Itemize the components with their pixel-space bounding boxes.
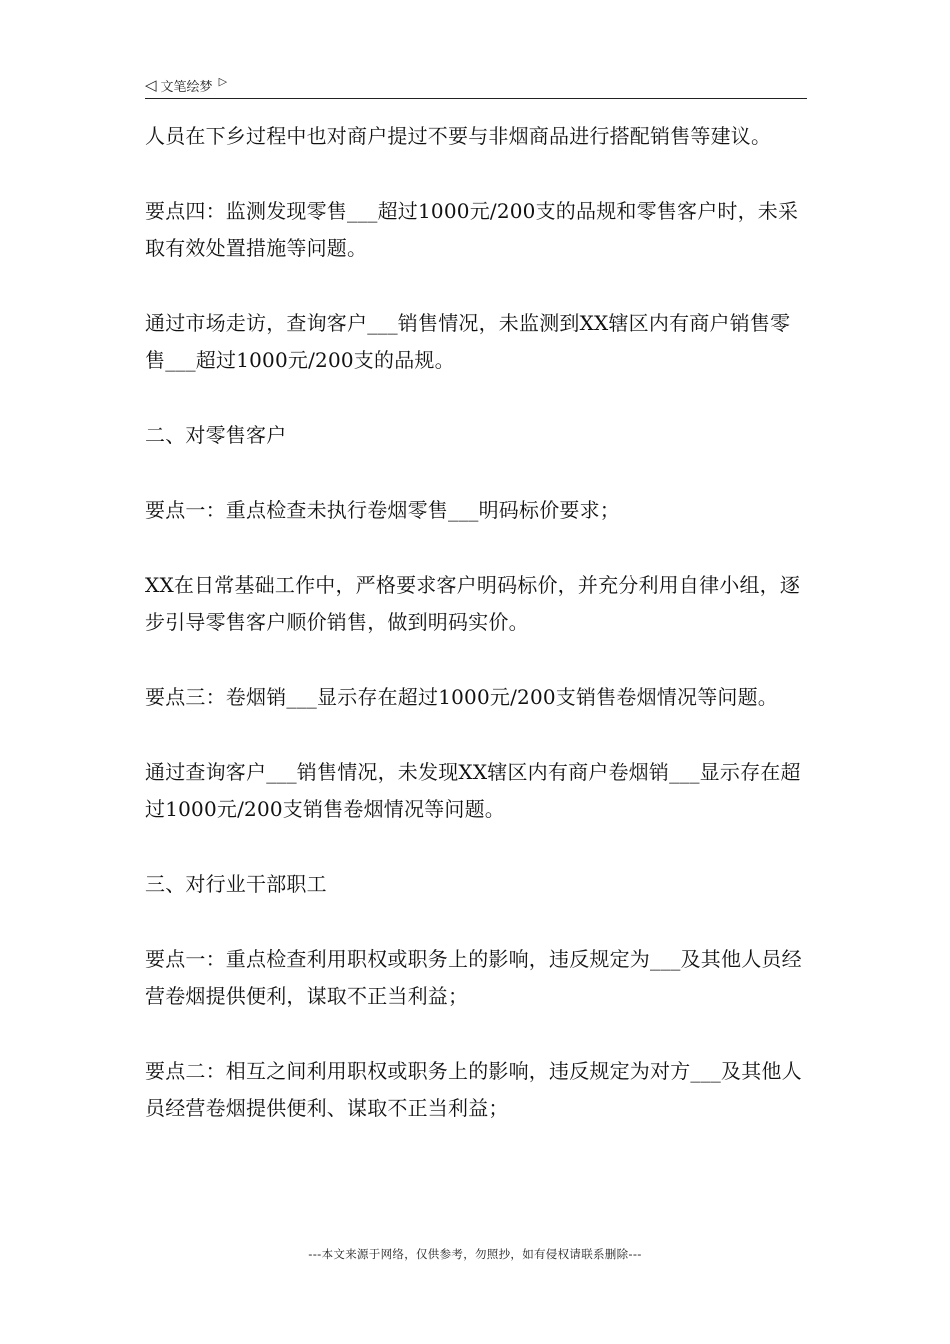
paragraph: 通过市场走访，查询客户___销售情况，未监测到XX辖区内有商户销售零售___超过1000元/200支的品规。	[145, 311, 791, 372]
paragraph: 要点三：卷烟销___显示存在超过1000元/200支销售卷烟情况等问题。	[145, 685, 779, 709]
paragraph: 要点一：重点检查利用职权或职务上的影响，违反规定为___及其他人员经营卷烟提供便利，谋取不正当利益；	[145, 947, 802, 1008]
document-body	[145, 118, 807, 1165]
paragraph: 人员在下乡过程中也对商户提过不要与非烟商品进行搭配销售等建议。	[145, 124, 772, 148]
left-triangle-icon: ◁	[145, 75, 157, 94]
paragraph: 要点二：相互之间利用职权或职务上的影响，违反规定为对方___及其他人员经营卷烟提供便利、谋取不正当利益；	[145, 1059, 802, 1120]
footer-disclaimer: ---本文来源于网络，仅供参考，勿照抄，如有侵权请联系删除---	[308, 1247, 642, 1261]
paragraph: 要点一：重点检查未执行卷烟零售___明码标价要求；	[145, 498, 620, 522]
header-title: 文笔绘梦	[160, 79, 213, 95]
paragraph: 要点四：监测发现零售___超过1000元/200支的品规和零售客户时，未采取有效处置措施等问题。	[145, 199, 799, 260]
page-header	[145, 72, 807, 99]
section-heading: 三、对行业干部职工	[145, 872, 327, 896]
paragraph: 通过查询客户___销售情况，未发现XX辖区内有商户卷烟销___显示存在超过1000元/200支销售卷烟情况等问题。	[145, 760, 801, 821]
section-heading: 二、对零售客户	[145, 423, 287, 447]
paragraph: XX在日常基础工作中，严格要求客户明码标价，并充分利用自律小组，逐步引导零售客户顺价销售，做到明码实价。	[145, 573, 801, 634]
right-triangle-icon: ▷	[218, 74, 228, 88]
